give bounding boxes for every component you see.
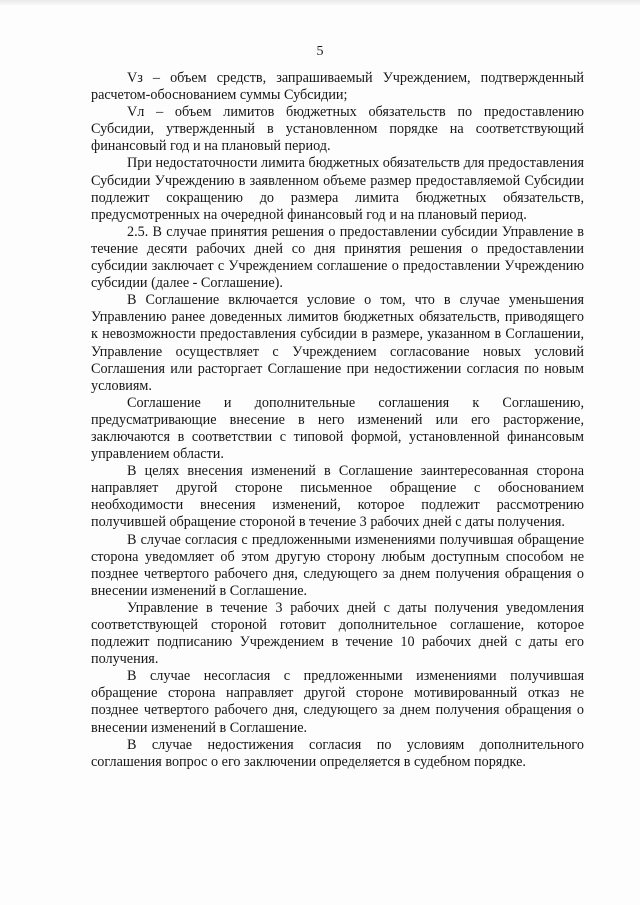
paragraph-2-5-agreement: 2.5. В случае принятия решения о предоставлении субсидии Управление в течение десяти рабочих дней со дня принятия решения о предоставлении субсидии заключает с Учреждением соглашение о предоставлении Учреждению субсидии (далее - Соглашение). bbox=[91, 223, 584, 292]
page-number: 5 bbox=[316, 44, 324, 59]
paragraph-consent: В случае согласия с предложенными изменениями получившая обращение сторона уведомляет об этом другую сторону любым доступным способом не позднее четвертого рабочего дня, следующего за днем получения обращения о внесении изменений в Соглашение. bbox=[91, 531, 584, 599]
paragraph-vz-definition: Vз – объем средств, запрашиваемый Учреждением, подтвержденный расчетом-обоснованием суммы Субсидии; bbox=[91, 70, 584, 104]
paragraph-amendment-request: В целях внесения изменений в Соглашение заинтересованная сторона направляет другой стороне письменное обращение с обоснованием необходимости внесения изменений, которое подлежит рассмотрению получившей обращение стороной в течение 3 рабочих дней с даты получения. bbox=[91, 463, 584, 531]
paragraph-management-prepares: Управление в течение 3 рабочих дней с даты получения уведомления соответствующей стороной готовит дополнительное соглашение, которое подлежит подписанию Учреждением в течение 10 рабочих дней с даты его получения. bbox=[91, 599, 584, 668]
paragraph-disagreement: В случае несогласия с предложенными изменениями получившая обращение сторона направляет другой стороне мотивированный отказ не позднее четвертого рабочего дня, следующего за днем получения обращения о внесении изменений в Соглашение. bbox=[91, 668, 584, 736]
document-body bbox=[91, 70, 584, 771]
paragraph-court: В случае недостижения согласия по условиям дополнительного соглашения вопрос о его заключении определяется в судебном порядке. bbox=[91, 736, 584, 770]
paragraph-vl-definition: Vл – объем лимитов бюджетных обязательств по предоставлению Субсидии, утвержденный в установленном порядке на соответствующий финансовый год и на плановый период. bbox=[91, 104, 584, 155]
paragraph-limit-shortage: При недостаточности лимита бюджетных обязательств для предоставления Субсидии Учреждению в заявленном объеме размер предоставляемой Субсидии подлежит сокращению до размера лимита бюджетных обязательств, предусмотренных на очередной финансовый год и на плановый период. bbox=[91, 155, 584, 223]
paragraph-supplementary-agreements: Соглашение и дополнительные соглашения к Соглашению, предусматривающие внесение в него изменений или его расторжение, заключаются в соответствии с типовой формой, установленной финансовым управлением области. bbox=[91, 394, 584, 463]
paragraph-agreement-condition: В Соглашение включается условие о том, что в случае уменьшения Управлению ранее доведенных лимитов бюджетных обязательств, приводящего к невозможности предоставления субсидии в размере, указанном в Соглашении, Управление осуществляет с Учреждением согласование новых условий Соглашения или расторгает Соглашение при недостижении согласия по новым условиям. bbox=[91, 292, 584, 394]
scan-edge bbox=[0, 0, 640, 6]
